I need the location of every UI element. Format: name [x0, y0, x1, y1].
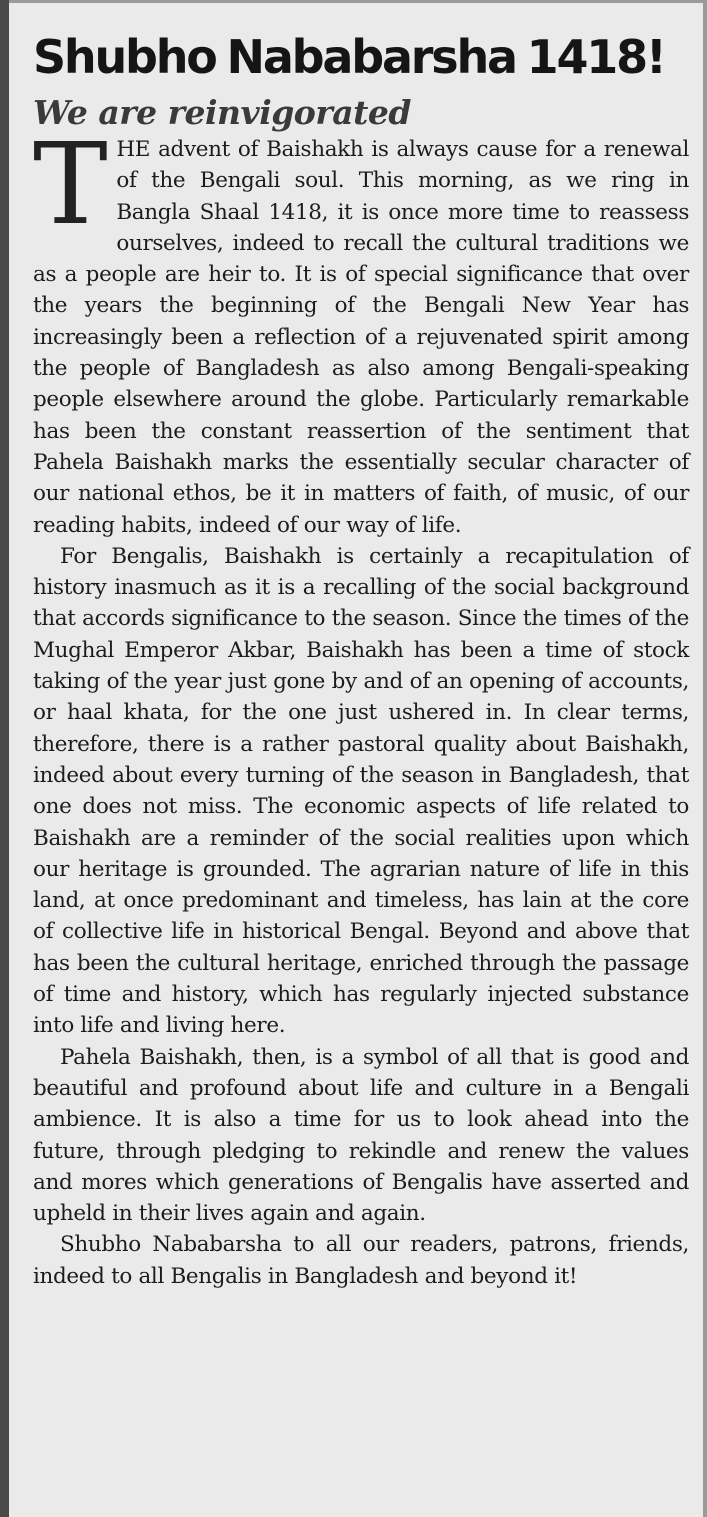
subheadline: We are reinvigorated: [33, 93, 411, 132]
top-border: [0, 0, 707, 3]
paragraph-4: Shubho Nababarsha to all our readers, patrons, friends, indeed to all Bengalis in Bangladesh and beyond it!: [33, 1232, 689, 1289]
editorial-article: [33, 28, 689, 1292]
paragraph-2: For Bengalis, Baishakh is certainly a recapitulation of history inasmuch as it is a recalling of the social background that accords significance to the season. Since the times of the Mughal Emperor Akbar, Baishakh has been a time of stock taking of the year just gone by and of an opening of accounts, or haal khata, for the one just ushered in. In clear terms, therefore, there is a rather pastoral quality about Baishakh, indeed about every turning of the season in Bangladesh, that one does not miss. The economic aspects of life related to Baishakh are a reminder of the social realities upon which our heritage is grounded. The agrarian nature of life in this land, at once predominant and timeless, has lain at the core of collective life in historical Bengal. Beyond and above that has been the cultural heritage, enriched through the passage of time and history, which has regularly injected substance into life and living here.: [33, 543, 689, 1039]
drop-cap: T: [33, 120, 108, 250]
right-column-rule: [703, 0, 707, 1517]
headline: Shubho Nababarsha 1418!: [33, 30, 665, 84]
article-body: [33, 120, 689, 1292]
left-column-rule: [0, 0, 9, 1517]
paragraph-1-text: HE advent of Baishakh is always cause for a renewal of the Bengali soul. This morning, as we ring in Bangla Shaal 1418, it is once more time to reassess ourselves, indeed to recall the cultural traditions we as a people are heir to. It is of special significance that over the years the beginning of the Bengali New Year has increasingly been a reflection of a rejuvenated spirit among the people of Bangladesh as also among Bengali-speaking people elsewhere around the globe. Particularly remarkable has been the constant reassertion of the sentiment that Pahela Baishakh marks the essentially secular character of our national ethos, be it in matters of faith, of music, of our reading habits, indeed of our way of life.: [33, 137, 689, 538]
paragraph-3: Pahela Baishakh, then, is a symbol of all that is good and beautiful and profound about life and culture in a Bengali ambience. It is also a time for us to look ahead into the future, through pledging to rekindle and renew the values and mores which generations of Bengalis have asserted and upheld in their lives again and again.: [33, 1044, 689, 1227]
paragraph-1: [33, 120, 689, 541]
